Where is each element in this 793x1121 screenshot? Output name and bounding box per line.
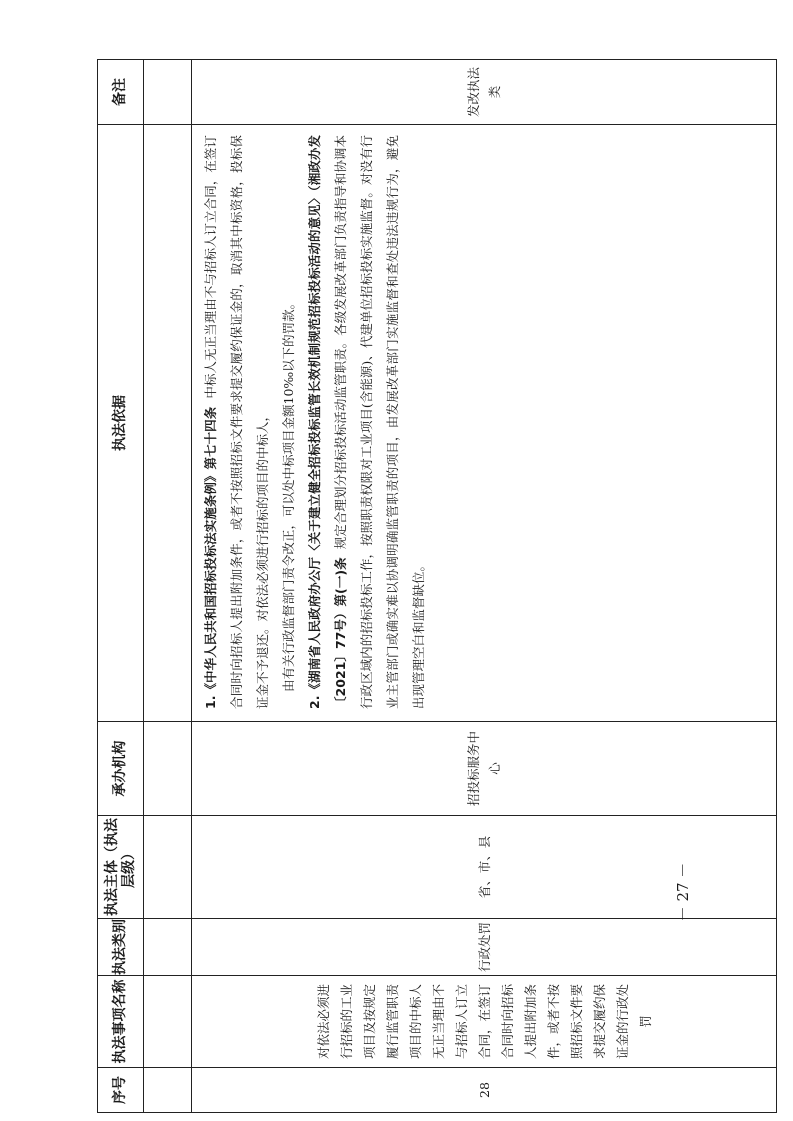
- row-seq: 28: [192, 1068, 777, 1113]
- basis-item-2: [302, 135, 432, 709]
- table-row: [192, 60, 777, 1113]
- header-remarks: 备注: [98, 60, 144, 125]
- basis-item-1: [198, 135, 276, 709]
- row-remarks: 发改执法类: [192, 60, 777, 125]
- basis-item-1-title: 1.《中华人民共和国招标投标法实施条例》第七十四条: [203, 406, 218, 709]
- header-agency: 承办机构: [98, 722, 144, 816]
- blank-cell: [144, 125, 192, 722]
- blank-cell: [144, 976, 192, 1068]
- row-subject: 省、市、县: [192, 816, 777, 919]
- header-category: 执法类别: [98, 919, 144, 976]
- header-subject: 执法主体（执法层级）: [98, 816, 144, 919]
- blank-cell: [144, 722, 192, 816]
- blank-cell: [144, 60, 192, 125]
- basis-item-1-text: 中标人无正当理由不与招标人订立合同，在签订合同时向招标人提出附加条件，或者不按照招标文件要求提交履约保证金的，取消其中标资格，投标保证金不予退还。对依法必须进行招标的项目的中标人，: [203, 135, 270, 709]
- row-category: 行政处罚: [192, 919, 777, 976]
- page-number: － 27 －: [673, 862, 692, 922]
- row-item-name: 对依法必须进行招标的工业项目及按规定履行监管职责项目的中标人无正当理由不与招标人订立合同，在签订合同时向招标人提出附加条件，或者不按照招标文件要求提交履约保证金的行政处罚: [192, 976, 777, 1068]
- basis-item-1-continued: 由有关行政监督部门责令改正，可以处中标项目金额10‰以下的罚款。: [281, 296, 296, 692]
- row-basis: [192, 125, 777, 722]
- header-seq: 序号: [98, 1068, 144, 1113]
- row-agency: 招投标服务中心: [192, 722, 777, 816]
- table-row-blank: [144, 60, 192, 1113]
- enforcement-table: [97, 59, 777, 1113]
- blank-cell: [144, 816, 192, 919]
- table-header-row: [98, 60, 144, 1113]
- enforcement-list-page: [97, 60, 777, 1113]
- basis-item-2-text: 规定合理划分招标投标活动监管职责。各级发展改革部门负责指导和协调本行政区域内的招标投标工作，按照职责权限对工业项目(含能源)、代建单位招标投标实施监督。对没有行业主管部门或确实难以协调明确监管职责的项目，由发展改革部门实施监督和查处违法违规行为，避免出现管理空白和监督缺位。: [333, 135, 426, 709]
- basis-item-2-title: 2.《湖南省人民政府办公厅〈关于建立健全招标投标监管长效机制规范招标投标活动的意见〉（湘政办发〔2021〕77号）第(一)条: [307, 135, 348, 709]
- blank-cell: [144, 919, 192, 976]
- blank-cell: [144, 1068, 192, 1113]
- header-item-name: 执法事项名称: [98, 976, 144, 1068]
- header-basis: 执法依据: [98, 125, 144, 722]
